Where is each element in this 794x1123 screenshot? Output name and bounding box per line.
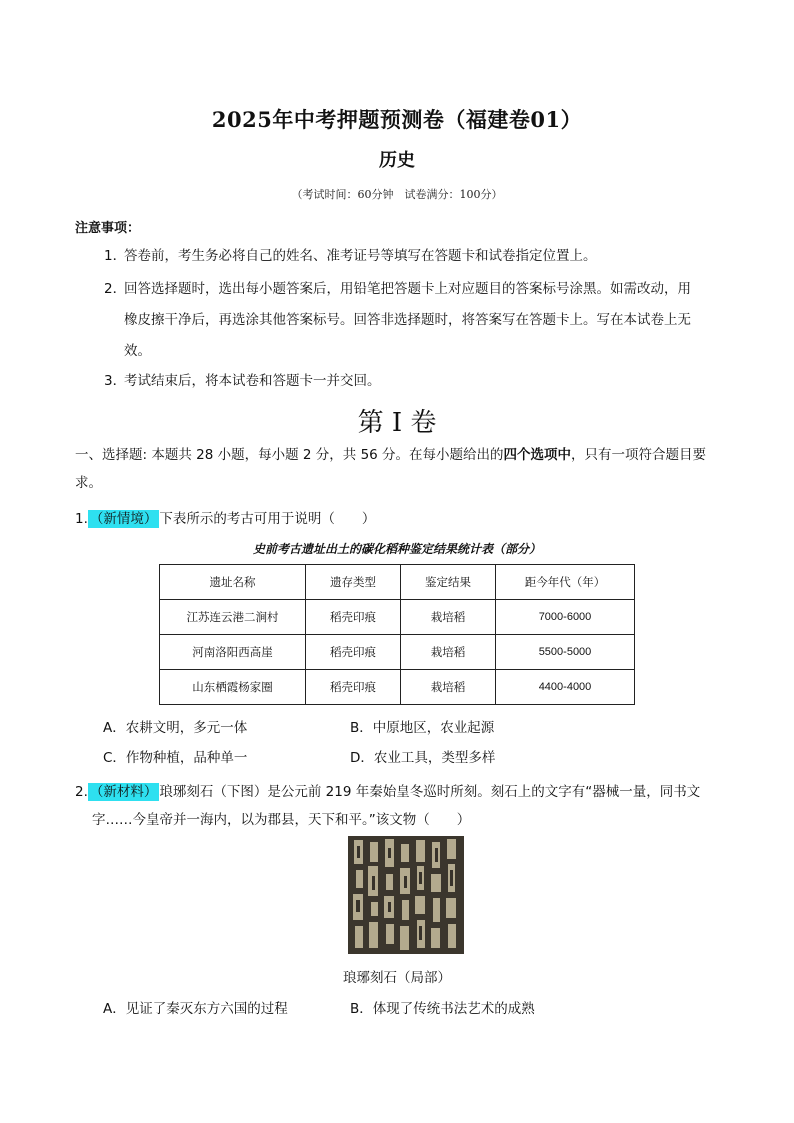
- note-text: 橡皮擦干净后，再选涂其他答案标号。回答非选择题时，将答案写在答题卡上。写在本试卷上无: [124, 312, 691, 328]
- note-number: 3．: [104, 373, 127, 389]
- remains-type-cell: 稻壳印痕: [306, 600, 401, 635]
- q1-option-b[interactable]: B．中原地区，农业起源: [350, 720, 495, 736]
- page-title: 2025年中考押题预测卷（福建卷01）: [211, 107, 583, 132]
- column-header: 距今年代（年）: [496, 565, 635, 600]
- note-text: 回答选择题时，选出每小题答案后，用铅笔把答题卡上对应题目的答案标号涂黑。如需改动，用: [124, 281, 691, 297]
- new-context-tag: （新情境）: [89, 511, 158, 527]
- note-text: 考试结束后，将本试卷和答题卡一并交回。: [124, 373, 381, 389]
- image-caption: 琅琊刻石（局部）: [343, 970, 451, 986]
- rice-seed-table: [159, 564, 635, 705]
- langya-stone-image: [348, 836, 464, 954]
- q1-option-c[interactable]: C．作物种植，品种单一: [103, 750, 248, 766]
- section-intro: [75, 441, 730, 497]
- site-name-cell: 山东栖霞杨家圈: [160, 670, 306, 705]
- subject-heading: 历史: [379, 150, 415, 171]
- exam-info: （考试时间：60分钟 试卷满分：100分）: [291, 188, 503, 201]
- question-stem-line-1: 琅琊刻石（下图）是公元前 219 年秦始皇冬巡时所刻。刻石上的文字有“器械一量，同书文: [159, 784, 701, 800]
- table-caption: 史前考古遗址出土的碳化稻种鉴定结果统计表（部分）: [252, 542, 541, 556]
- table-header-row: [160, 565, 635, 600]
- question-number: 1.: [75, 511, 88, 527]
- note-text: 答卷前，考生务必将自己的姓名、准考证号等填写在答题卡和试卷指定位置上。: [124, 248, 597, 264]
- remains-type-cell: 稻壳印痕: [306, 635, 401, 670]
- age-cell: 7000-6000: [496, 600, 635, 635]
- question-stem-line-2: 字……今皇帝并一海内，以为郡县，天下和平。”该文物（ ）: [92, 812, 471, 828]
- site-name-cell: 河南洛阳西高崖: [160, 635, 306, 670]
- intro-bold: 四个选项中: [503, 447, 572, 463]
- q1-option-d[interactable]: D．农业工具，类型多样: [350, 750, 496, 766]
- question-1: [75, 507, 375, 527]
- question-number: 2.: [75, 784, 88, 800]
- result-cell: 栽培稻: [401, 635, 496, 670]
- question-stem: 下表所示的考古可用于说明（ ）: [159, 511, 376, 527]
- q2-option-a[interactable]: A．见证了秦灭东方六国的过程: [103, 1001, 288, 1017]
- intro-suffix: ，只有一项符合题目要求。: [75, 447, 707, 491]
- question-2: [75, 778, 725, 834]
- result-cell: 栽培稻: [401, 670, 496, 705]
- column-header: 遗址名称: [160, 565, 306, 600]
- q1-option-a[interactable]: A．农耕文明，多元一体: [103, 720, 248, 736]
- stone-rubbing-graphic: [348, 836, 464, 954]
- column-header: 鉴定结果: [401, 565, 496, 600]
- note-number: 1．: [104, 248, 127, 264]
- site-name-cell: 江苏连云港二涧村: [160, 600, 306, 635]
- table-row: [160, 600, 635, 635]
- age-cell: 5500-5000: [496, 635, 635, 670]
- intro-prefix: 一、选择题: 本题共 28 小题，每小题 2 分，共 56 分。在每小题给出的: [75, 447, 504, 463]
- q2-option-b[interactable]: B．体现了传统书法艺术的成熟: [350, 1001, 535, 1017]
- age-cell: 4400-4000: [496, 670, 635, 705]
- note-number: 2．: [104, 281, 127, 297]
- result-cell: 栽培稻: [401, 600, 496, 635]
- new-material-tag: （新材料）: [89, 784, 158, 800]
- table-row: [160, 670, 635, 705]
- column-header: 遗存类型: [306, 565, 401, 600]
- remains-type-cell: 稻壳印痕: [306, 670, 401, 705]
- table-row: [160, 635, 635, 670]
- section-title: 第 I 卷: [357, 408, 437, 438]
- notes-heading: 注意事项：: [75, 221, 141, 236]
- note-text: 效。: [124, 343, 151, 359]
